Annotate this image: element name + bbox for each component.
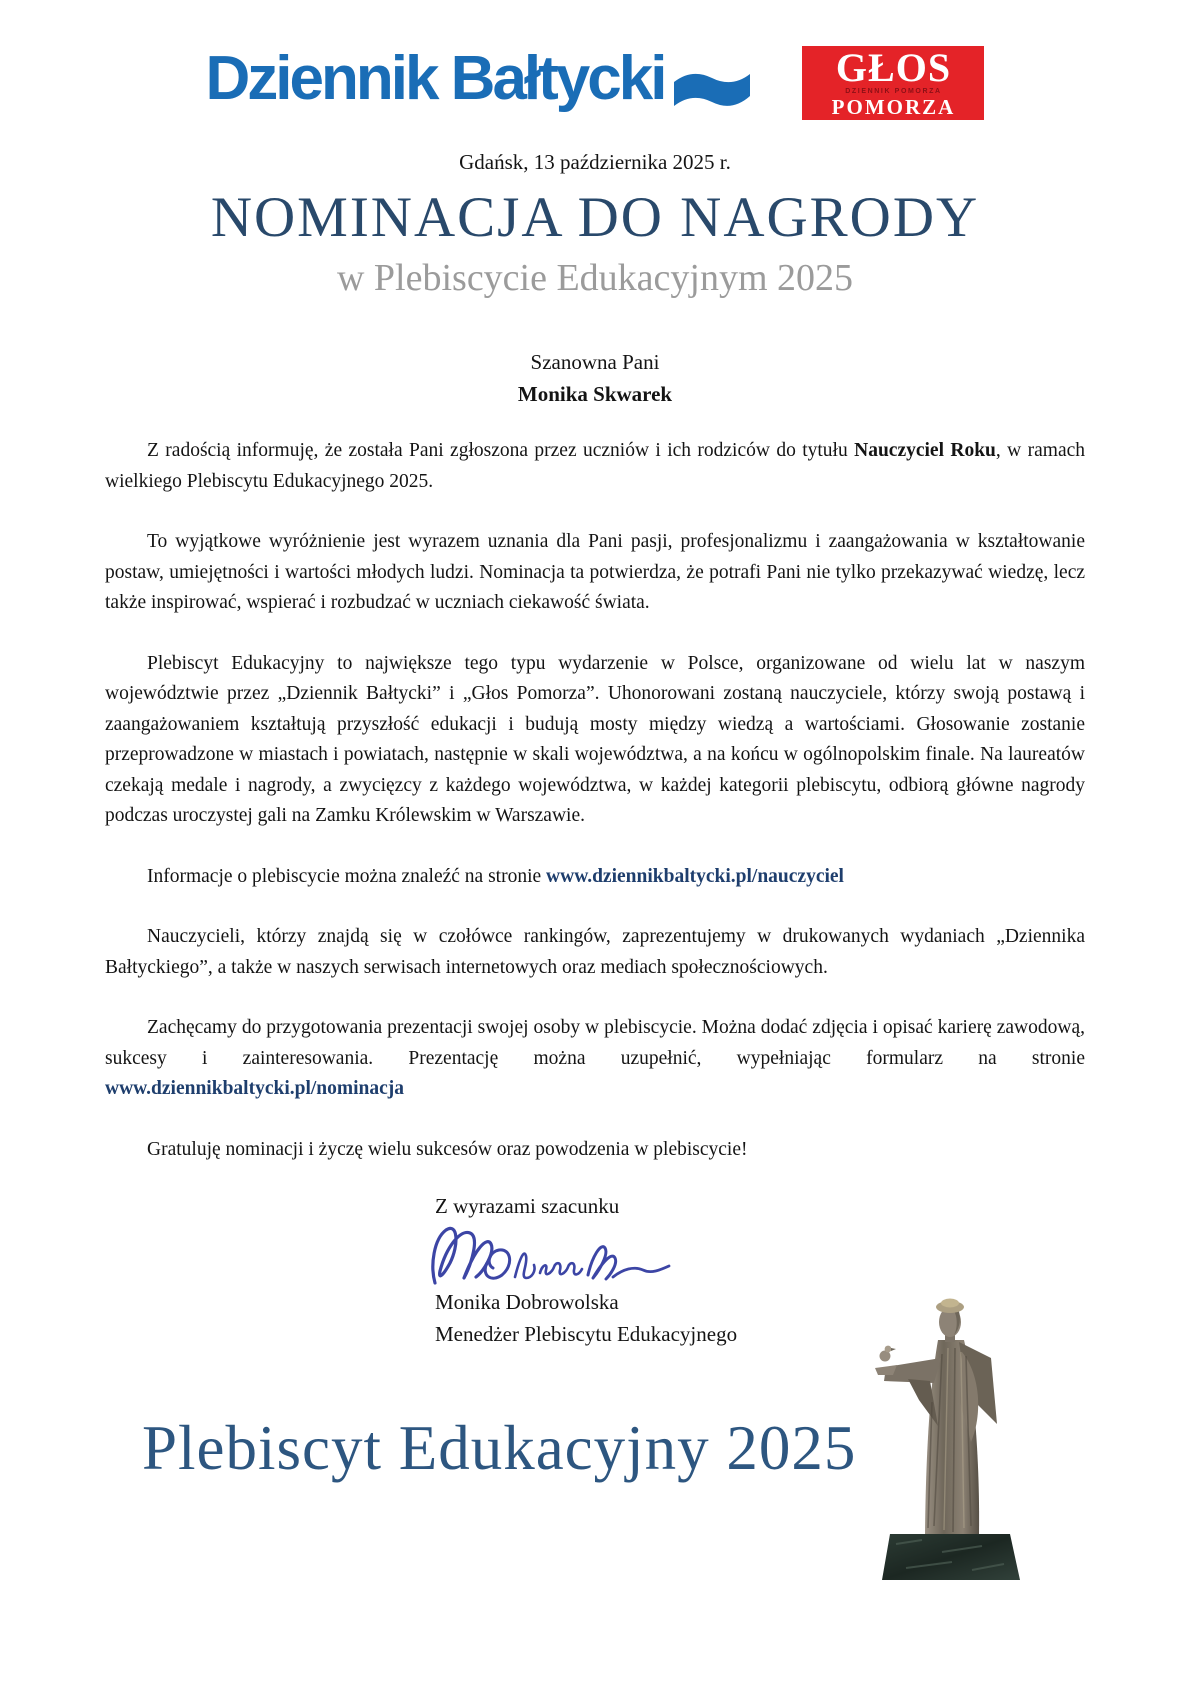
- header-logos: [0, 0, 1190, 120]
- footer-big-title: Plebiscyt Edukacyjny 2025: [142, 1413, 857, 1483]
- glos-pomorza-logo-pomorza: POMORZA: [831, 94, 956, 119]
- dziennik-baltycki-logo-text: Dziennik Bałtycki: [205, 44, 665, 113]
- nauczyciel-link[interactable]: www.dziennikbaltycki.pl/nauczyciel: [546, 865, 844, 887]
- page-title: NOMINACJA DO NAGRODY: [210, 186, 980, 249]
- paragraph-info-link-text: Informacje o plebiscycie można znaleźć na stronie: [147, 865, 547, 887]
- paragraph-intro-text-end: , w ramach wielkiego Plebiscytu Edukacyjnego 2025.: [105, 440, 1085, 492]
- glos-pomorza-logo-glos: GŁOS: [835, 44, 952, 90]
- handwritten-signature-image: [427, 1221, 677, 1289]
- signatory-role: Menedżer Plebiscytu Edukacyjnego: [435, 1322, 738, 1346]
- paragraph-congratulations: Gratuluję nominacji i życzę wielu sukcesów oraz powodzenia w plebiscycie!: [147, 1138, 748, 1160]
- paragraph-plebiscite-info: Plebiscyt Edukacyjny to największe tego typu wydarzenie w Polsce, organizowane od wielu lat w naszym województwie przez „Dziennik Bałtycki” i „Głos Pomorza”. Uhonorowani zostaną nauczyciele, którzy swoją postawą i zaangażowaniem kształtują przyszłość edukacji i budują mosty między wiedzą a wartościami. Głosowanie zostanie przeprowadzone w miastach i powiatach, następnie w skali województwa, a na końcu w ogólnopolskim finale. Na laureatów czekają medale i nagrody, a zwycięzcy z każdego województwa, w każdej kategorii plebiscytu, odbiorą główne nagrody podczas uroczystej gali na Zamku Królewskim w Warszawie.: [105, 652, 1085, 826]
- glos-pomorza-logo: [802, 46, 984, 120]
- signatory-name: Monika Dobrowolska: [435, 1290, 619, 1314]
- recipient-name: Monika Skwarek: [517, 382, 673, 406]
- paragraph-presentation: [105, 1013, 1085, 1105]
- glos-pomorza-logo-subtext: DZIENNIK POMORZA: [845, 87, 942, 95]
- signature-block: [435, 1193, 1190, 1347]
- wave-flag-icon: [672, 70, 752, 114]
- paragraph-info-link: [105, 862, 1085, 893]
- paragraph-intro: [105, 436, 1085, 497]
- page-subtitle: w Plebiscycie Edukacyjnym 2025: [336, 257, 854, 299]
- paragraph-presentation-text: Zachęcamy do przygotowania prezentacji swojej osoby w plebiscycie. Można dodać zdjęcia i opisać karierę zawodową, sukcesy i zainteresowania. Prezentację można uzupełnić, wypełniając formularz na stronie: [105, 1017, 1085, 1069]
- paragraph-press-coverage: Nauczycieli, którzy znajdą się w czołówce rankingów, zaprezentujemy w drukowanych wydaniach „Dziennika Bałtyckiego”, a także w naszych serwisach internetowych oraz mediach społecznościowych.: [105, 926, 1085, 978]
- award-statuette-image: [862, 1282, 1034, 1582]
- nominacja-link[interactable]: www.dziennikbaltycki.pl/nominacja: [105, 1078, 405, 1099]
- date-line: Gdańsk, 13 października 2025 r.: [459, 150, 731, 174]
- award-title-highlight: Nauczyciel Roku: [854, 440, 996, 461]
- salutation: [0, 346, 1190, 410]
- paragraph-recognition: To wyjątkowe wyróżnienie jest wyrazem uznania dla Pani pasji, profesjonalizmu i zaangażowania w kształtowanie postaw, umiejętności i wartości młodych ludzi. Nominacja ta potwierdza, że potrafi Pani nie tylko przekazywać wiedzę, lecz także inspirować, wspierać i rozbudzać w uczniach ciekawość świata.: [105, 531, 1085, 613]
- paragraph-intro-text: Z radością informuję, że została Pani zgłoszona przez uczniów i ich rodziców do tytułu: [147, 440, 855, 461]
- dziennik-baltycki-logo: [206, 44, 753, 114]
- salutation-line: Szanowna Pani: [530, 350, 660, 374]
- letter-body: [105, 436, 1085, 1165]
- closing-line: Z wyrazami szacunku: [435, 1194, 620, 1218]
